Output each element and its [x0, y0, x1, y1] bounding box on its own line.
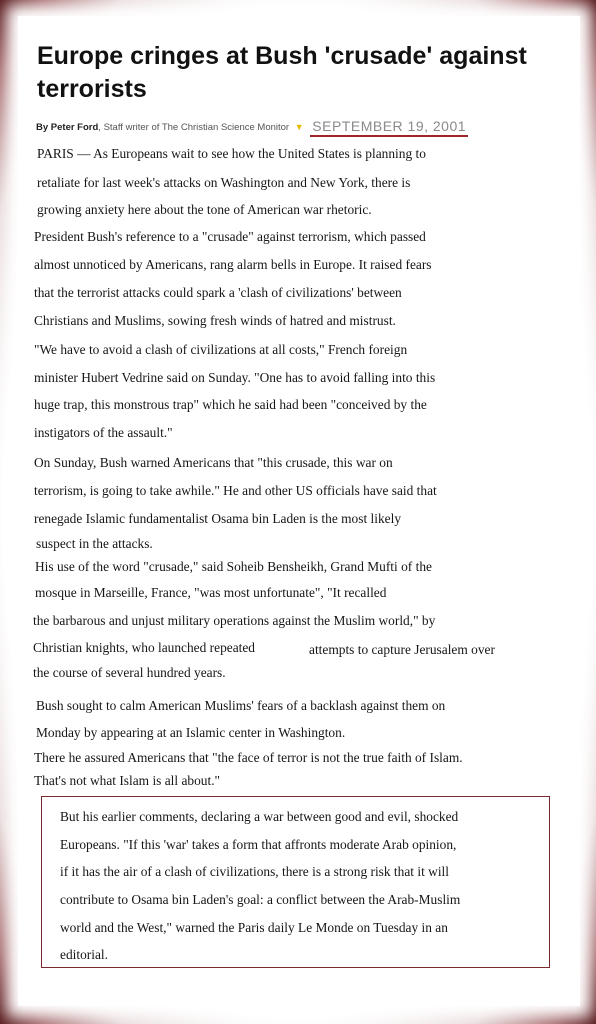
body-line: Christian knights, who launched repeated: [33, 640, 256, 655]
byline-author: By Peter Ford: [36, 122, 99, 133]
byline-date: SEPTEMBER 19, 2001: [310, 118, 468, 137]
quote-line: Europeans. "If this 'war' takes a form that affronts moderate Arab opinion,: [60, 837, 457, 852]
body-line: retaliate for last week's attacks on Washington and New York, there is: [37, 175, 411, 190]
quote-line: world and the West," warned the Paris daily Le Monde on Tuesday in an: [60, 920, 448, 935]
body-line: His use of the word "crusade," said Soheib Bensheikh, Grand Mufti of the: [35, 559, 432, 574]
body-line: instigators of the assault.": [34, 425, 173, 440]
body-line: Bush sought to calm American Muslims' fears of a backlash against them on: [36, 698, 446, 713]
body-line: renegade Islamic fundamentalist Osama bin Laden is the most likely: [34, 511, 402, 526]
triangle-down-icon: ▼: [294, 122, 304, 132]
body-line: that the terrorist attacks could spark a 'clash of civilizations' between: [34, 285, 402, 300]
body-line: suspect in the attacks.: [36, 536, 153, 551]
body-line: almost unnoticed by Americans, rang alarm bells in Europe. It raised fears: [34, 257, 432, 272]
byline: [36, 117, 516, 136]
body-line: huge trap, this monstrous trap" which he said had been "conceived by the: [34, 397, 427, 412]
body-line: Christians and Muslims, sowing fresh winds of hatred and mistrust.: [34, 313, 396, 328]
quote-line: editorial.: [60, 947, 108, 962]
quote-line: But his earlier comments, declaring a war between good and evil, shocked: [60, 809, 459, 824]
body-line: President Bush's reference to a "crusade" against terrorism, which passed: [34, 229, 426, 244]
body-line: minister Hubert Vedrine said on Sunday. "One has to avoid falling into this: [34, 370, 436, 385]
body-line: PARIS — As Europeans wait to see how the United States is planning to: [37, 146, 426, 161]
body-line: growing anxiety here about the tone of American war rhetoric.: [37, 202, 372, 217]
article-headline: Europe cringes at Bush 'crusade' against terrorists: [37, 42, 527, 103]
body-line: the barbarous and unjust military operations against the Muslim world," by: [33, 613, 436, 628]
quote-line: if it has the air of a clash of civilizations, there is a strong risk that it will: [60, 864, 449, 879]
body-line: terrorism, is going to take awhile." He and other US officials have said that: [34, 483, 437, 498]
body-line: That's not what Islam is all about.": [34, 773, 221, 788]
body-line: attempts to capture Jerusalem over: [309, 642, 495, 657]
body-line: mosque in Marseille, France, "was most unfortunate", "It recalled: [35, 585, 387, 600]
body-line: the course of several hundred years.: [33, 665, 226, 680]
body-line: On Sunday, Bush warned Americans that "this crusade, this war on: [34, 455, 393, 470]
body-line: There he assured Americans that "the face of terror is not the true faith of Islam.: [34, 750, 463, 765]
byline-affiliation: , Staff writer of The Christian Science Monitor: [98, 122, 290, 133]
body-line: "We have to avoid a clash of civilizations at all costs," French foreign: [34, 342, 408, 357]
body-line: Monday by appearing at an Islamic center in Washington.: [36, 725, 346, 740]
quote-line: contribute to Osama bin Laden's goal: a conflict between the Arab-Muslim: [60, 892, 461, 907]
